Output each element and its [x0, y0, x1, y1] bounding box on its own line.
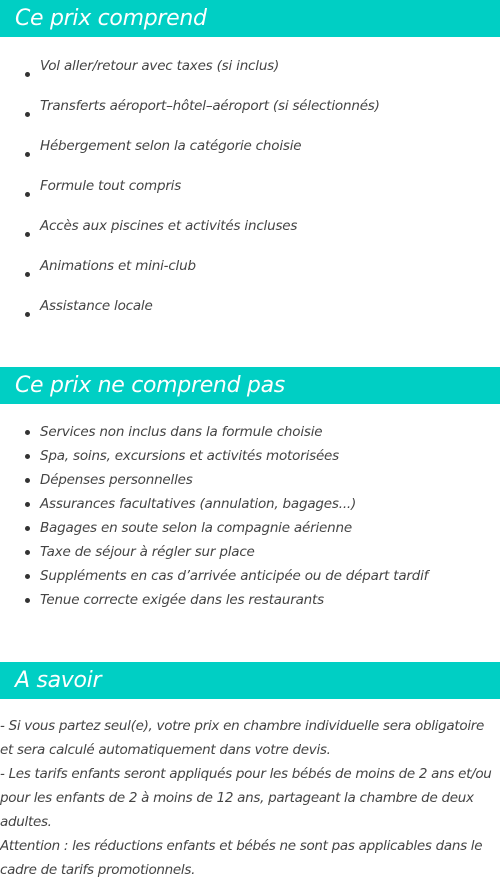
bullet-icon — [25, 454, 30, 459]
bullet-icon — [25, 192, 30, 197]
excluded-title: Ce prix ne comprend pas — [15, 373, 285, 398]
excluded-list — [0, 404, 500, 612]
bullet-icon — [25, 502, 30, 507]
excluded-header — [0, 367, 500, 404]
info-text — [0, 699, 500, 882]
info-title: A savoir — [15, 668, 102, 693]
list-item-text: Assistance locale — [40, 298, 153, 314]
list-item — [25, 516, 500, 540]
list-item-text: Taxe de séjour à régler sur place — [40, 544, 255, 560]
excluded-section — [0, 367, 500, 612]
list-item — [25, 54, 500, 94]
bullet-icon — [25, 272, 30, 277]
bullet-icon — [25, 430, 30, 435]
list-item — [25, 420, 500, 444]
included-section — [0, 0, 500, 334]
list-item — [25, 540, 500, 564]
info-header — [0, 662, 500, 699]
bullet-icon — [25, 152, 30, 157]
bullet-icon — [25, 526, 30, 531]
list-item-text: Formule tout compris — [40, 178, 182, 194]
bullet-icon — [25, 232, 30, 237]
included-title: Ce prix comprend — [15, 6, 207, 31]
info-paragraph: - Les tarifs enfants seront appliqués pour les bébés de moins de 2 ans et/ou pour les enfants de 2 à moins de 12 ans, partageant la chambre de deux adultes. — [0, 766, 492, 830]
list-item-text: Transferts aéroport–hôtel–aéroport (si sélectionnés) — [40, 98, 380, 114]
list-item — [25, 588, 500, 612]
list-item — [25, 94, 500, 134]
list-item-text: Suppléments en cas d’arrivée anticipée ou de départ tardif — [40, 568, 429, 584]
bullet-icon — [25, 72, 30, 77]
list-item — [25, 214, 500, 254]
list-item-text: Bagages en soute selon la compagnie aérienne — [40, 520, 352, 536]
list-item — [25, 564, 500, 588]
list-item-text: Animations et mini-club — [40, 258, 196, 274]
list-item-text: Spa, soins, excursions et activités motorisées — [40, 448, 339, 464]
info-paragraph: - Si vous partez seul(e), votre prix en chambre individuelle sera obligatoire et sera calculé automatiquement dans votre devis. — [0, 718, 485, 758]
list-item — [25, 254, 500, 294]
list-item-text: Vol aller/retour avec taxes (si inclus) — [40, 58, 280, 74]
list-item — [25, 444, 500, 468]
info-paragraph: Attention : les réductions enfants et bébés ne sont pas applicables dans le cadre de tarifs promotionnels. — [0, 838, 483, 878]
bullet-icon — [25, 598, 30, 603]
list-item — [25, 294, 500, 334]
included-header — [0, 0, 500, 37]
list-item — [25, 468, 500, 492]
list-item-text: Services non inclus dans la formule choisie — [40, 424, 323, 440]
list-item — [25, 134, 500, 174]
list-item-text: Assurances facultatives (annulation, bagages...) — [40, 496, 357, 512]
list-item-text: Dépenses personnelles — [40, 472, 193, 488]
bullet-icon — [25, 550, 30, 555]
included-list — [0, 37, 500, 334]
list-item — [25, 174, 500, 214]
info-section — [0, 662, 500, 882]
bullet-icon — [25, 574, 30, 579]
bullet-icon — [25, 112, 30, 117]
bullet-icon — [25, 478, 30, 483]
list-item — [25, 492, 500, 516]
list-item-text: Accès aux piscines et activités incluses — [40, 218, 298, 234]
bullet-icon — [25, 312, 30, 317]
list-item-text: Tenue correcte exigée dans les restaurants — [40, 592, 324, 608]
list-item-text: Hébergement selon la catégorie choisie — [40, 138, 302, 154]
